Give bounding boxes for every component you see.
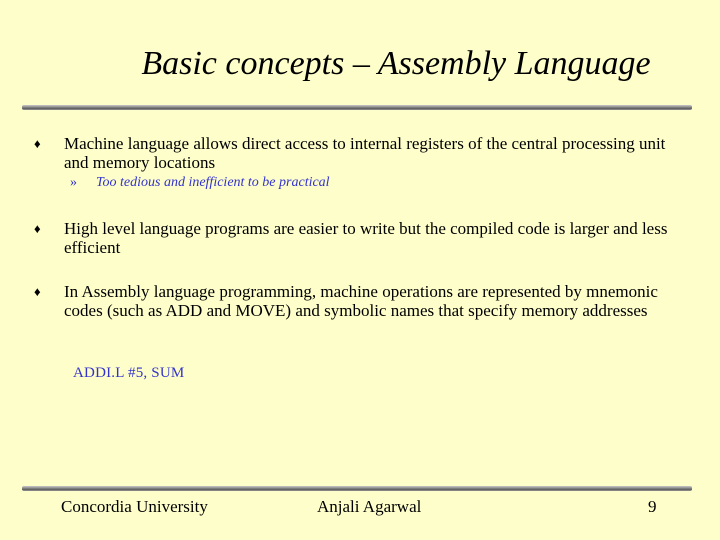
diamond-bullet-icon: ♦ bbox=[34, 221, 41, 236]
bullet-text: In Assembly language programming, machine operations are represented by mnemonic codes (such as ADD and MOVE) and symbolic names that specify memory addresses bbox=[64, 282, 658, 320]
sub-bullet-text: Too tedious and inefficient to be practical bbox=[96, 175, 330, 190]
diamond-bullet-icon: ♦ bbox=[34, 284, 41, 299]
bullet-text: High level language programs are easier to write but the compiled code is larger and less efficient bbox=[64, 219, 668, 257]
sub-bullet-item bbox=[70, 175, 330, 191]
bullet-item bbox=[34, 283, 684, 320]
slide-title: Basic concepts – Assembly Language bbox=[141, 45, 651, 82]
title-divider bbox=[22, 105, 692, 110]
footer-divider bbox=[22, 486, 692, 491]
bullet-item bbox=[34, 135, 684, 172]
bullet-item bbox=[34, 220, 684, 257]
chevron-bullet-icon: » bbox=[70, 175, 77, 190]
page-number: 9 bbox=[648, 497, 657, 516]
footer-author: Anjali Agarwal bbox=[317, 497, 422, 516]
diamond-bullet-icon: ♦ bbox=[34, 136, 41, 151]
footer-institution: Concordia University bbox=[61, 497, 208, 516]
bullet-text: Machine language allows direct access to internal registers of the central processing unit and memory locations bbox=[64, 134, 666, 172]
code-example: ADDI.L #5, SUM bbox=[73, 365, 185, 381]
